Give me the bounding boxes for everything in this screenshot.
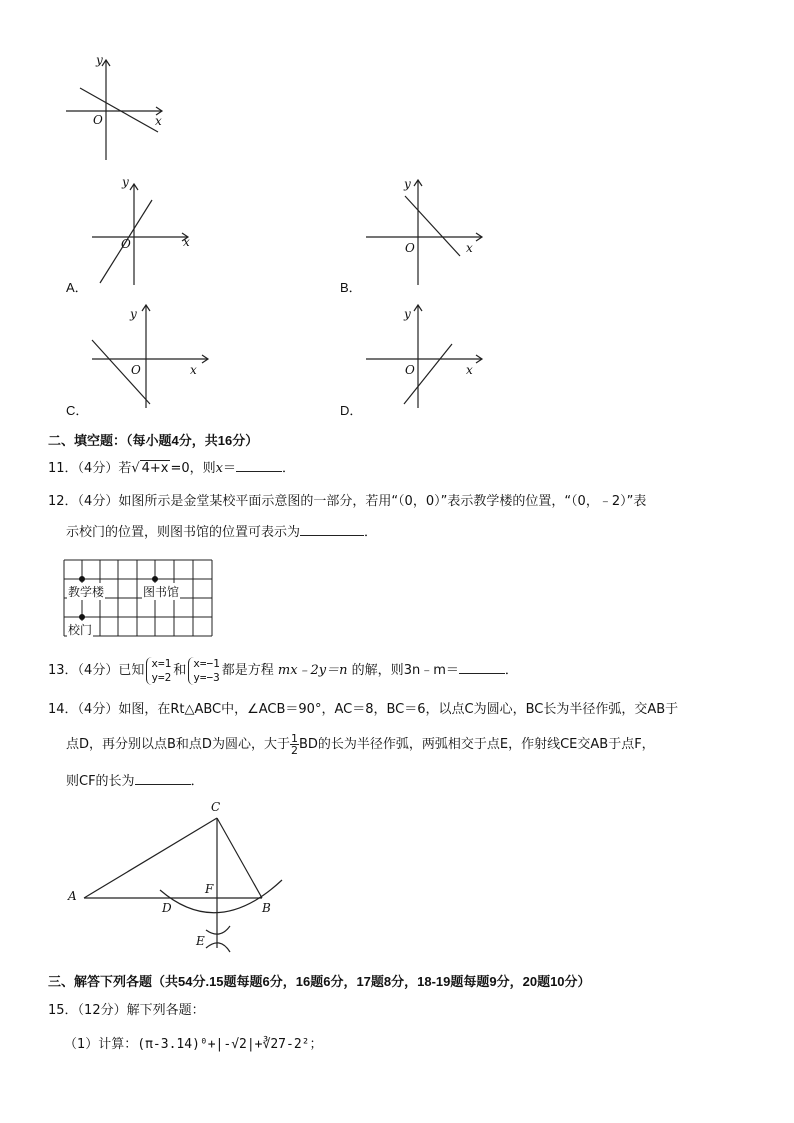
point-F: F [205, 882, 214, 896]
point-E: E [196, 934, 205, 948]
question-11: 11．（4分）若√ 4+x =0，则x＝ ． [48, 461, 296, 476]
svg-text:y: y [404, 307, 411, 321]
label-teaching-building: 教学楼 [68, 585, 105, 599]
option-d-label: D． [340, 403, 363, 418]
svg-text:x: x [466, 363, 473, 377]
label-school-gate: 校门 [68, 623, 93, 637]
question-14-line2: 点D，再分别以点B和点D为圆心，大于 $\frac{1}{2}$ BD的长为半径作弧，两弧相交于点E，作射线CE交AB于点F， [66, 732, 655, 757]
answer-blank-11[interactable] [236, 459, 282, 472]
point-D: D [162, 901, 172, 915]
point-B: B [262, 901, 271, 915]
point-A: A [68, 889, 77, 903]
svg-text:O: O [405, 363, 415, 377]
svg-text:y: y [130, 307, 137, 321]
question-12-line1: 12．（4分）如图所示是金堂某校平面示意图的一部分，若用“（0，0）”表示教学楼的位置，“（0，﹣2）”表 [48, 494, 647, 509]
question-15-part1: （1）计算：(π-3.14)⁰+|-√2|+∛27-2²； [64, 1037, 323, 1052]
section-3-title: 三、解答下列各题（共54分.15题每题6分，16题6分，17题8分，18-19题每题9分，20题10分） [48, 974, 591, 989]
option-a-label: A． [66, 280, 88, 295]
section-2-title: 二、填空题：（每小题4分，共16分） [48, 433, 259, 448]
svg-text:x: x [190, 363, 197, 377]
svg-text:x: x [183, 235, 190, 249]
system-1: x=1 y=2 [146, 657, 171, 685]
svg-text:O: O [121, 237, 131, 251]
answer-blank-14[interactable] [135, 772, 191, 785]
svg-text:y: y [404, 177, 411, 191]
axis-x-label: x [155, 114, 162, 128]
question-14-line3: 则CF的长为 ． [66, 774, 204, 789]
answer-blank-12[interactable] [300, 523, 364, 536]
question-14-line1: 14．（4分）如图，在Rt△ABC中，∠ACB＝90°，AC＝8，BC＝6，以点C为圆心，BC长为半径作弧，交AB于 [48, 702, 679, 717]
svg-text:x: x [466, 241, 473, 255]
axis-y-label: y [96, 53, 103, 67]
question-15-title: 15．（12分）解下列各题： [48, 1003, 205, 1018]
option-c-label: C． [66, 403, 89, 418]
question-12-line2: 示校门的位置，则图书馆的位置可表示为 ． [66, 525, 378, 540]
origin-label: O [93, 113, 103, 127]
svg-text:O: O [405, 241, 415, 255]
option-b-label: B． [340, 280, 362, 295]
system-2: x=−1 y=−3 [188, 657, 220, 685]
point-C: C [211, 800, 221, 814]
question-13: 13．（4分）已知 x=1 y=2 和 x=−1 y=−3 都是方程 mx﹣2y＝n 的解，则3n﹣m＝ ． [48, 656, 518, 684]
svg-text:O: O [131, 363, 141, 377]
answer-blank-13[interactable] [459, 661, 505, 674]
label-library: 图书馆 [143, 585, 180, 599]
svg-text:y: y [122, 175, 129, 189]
